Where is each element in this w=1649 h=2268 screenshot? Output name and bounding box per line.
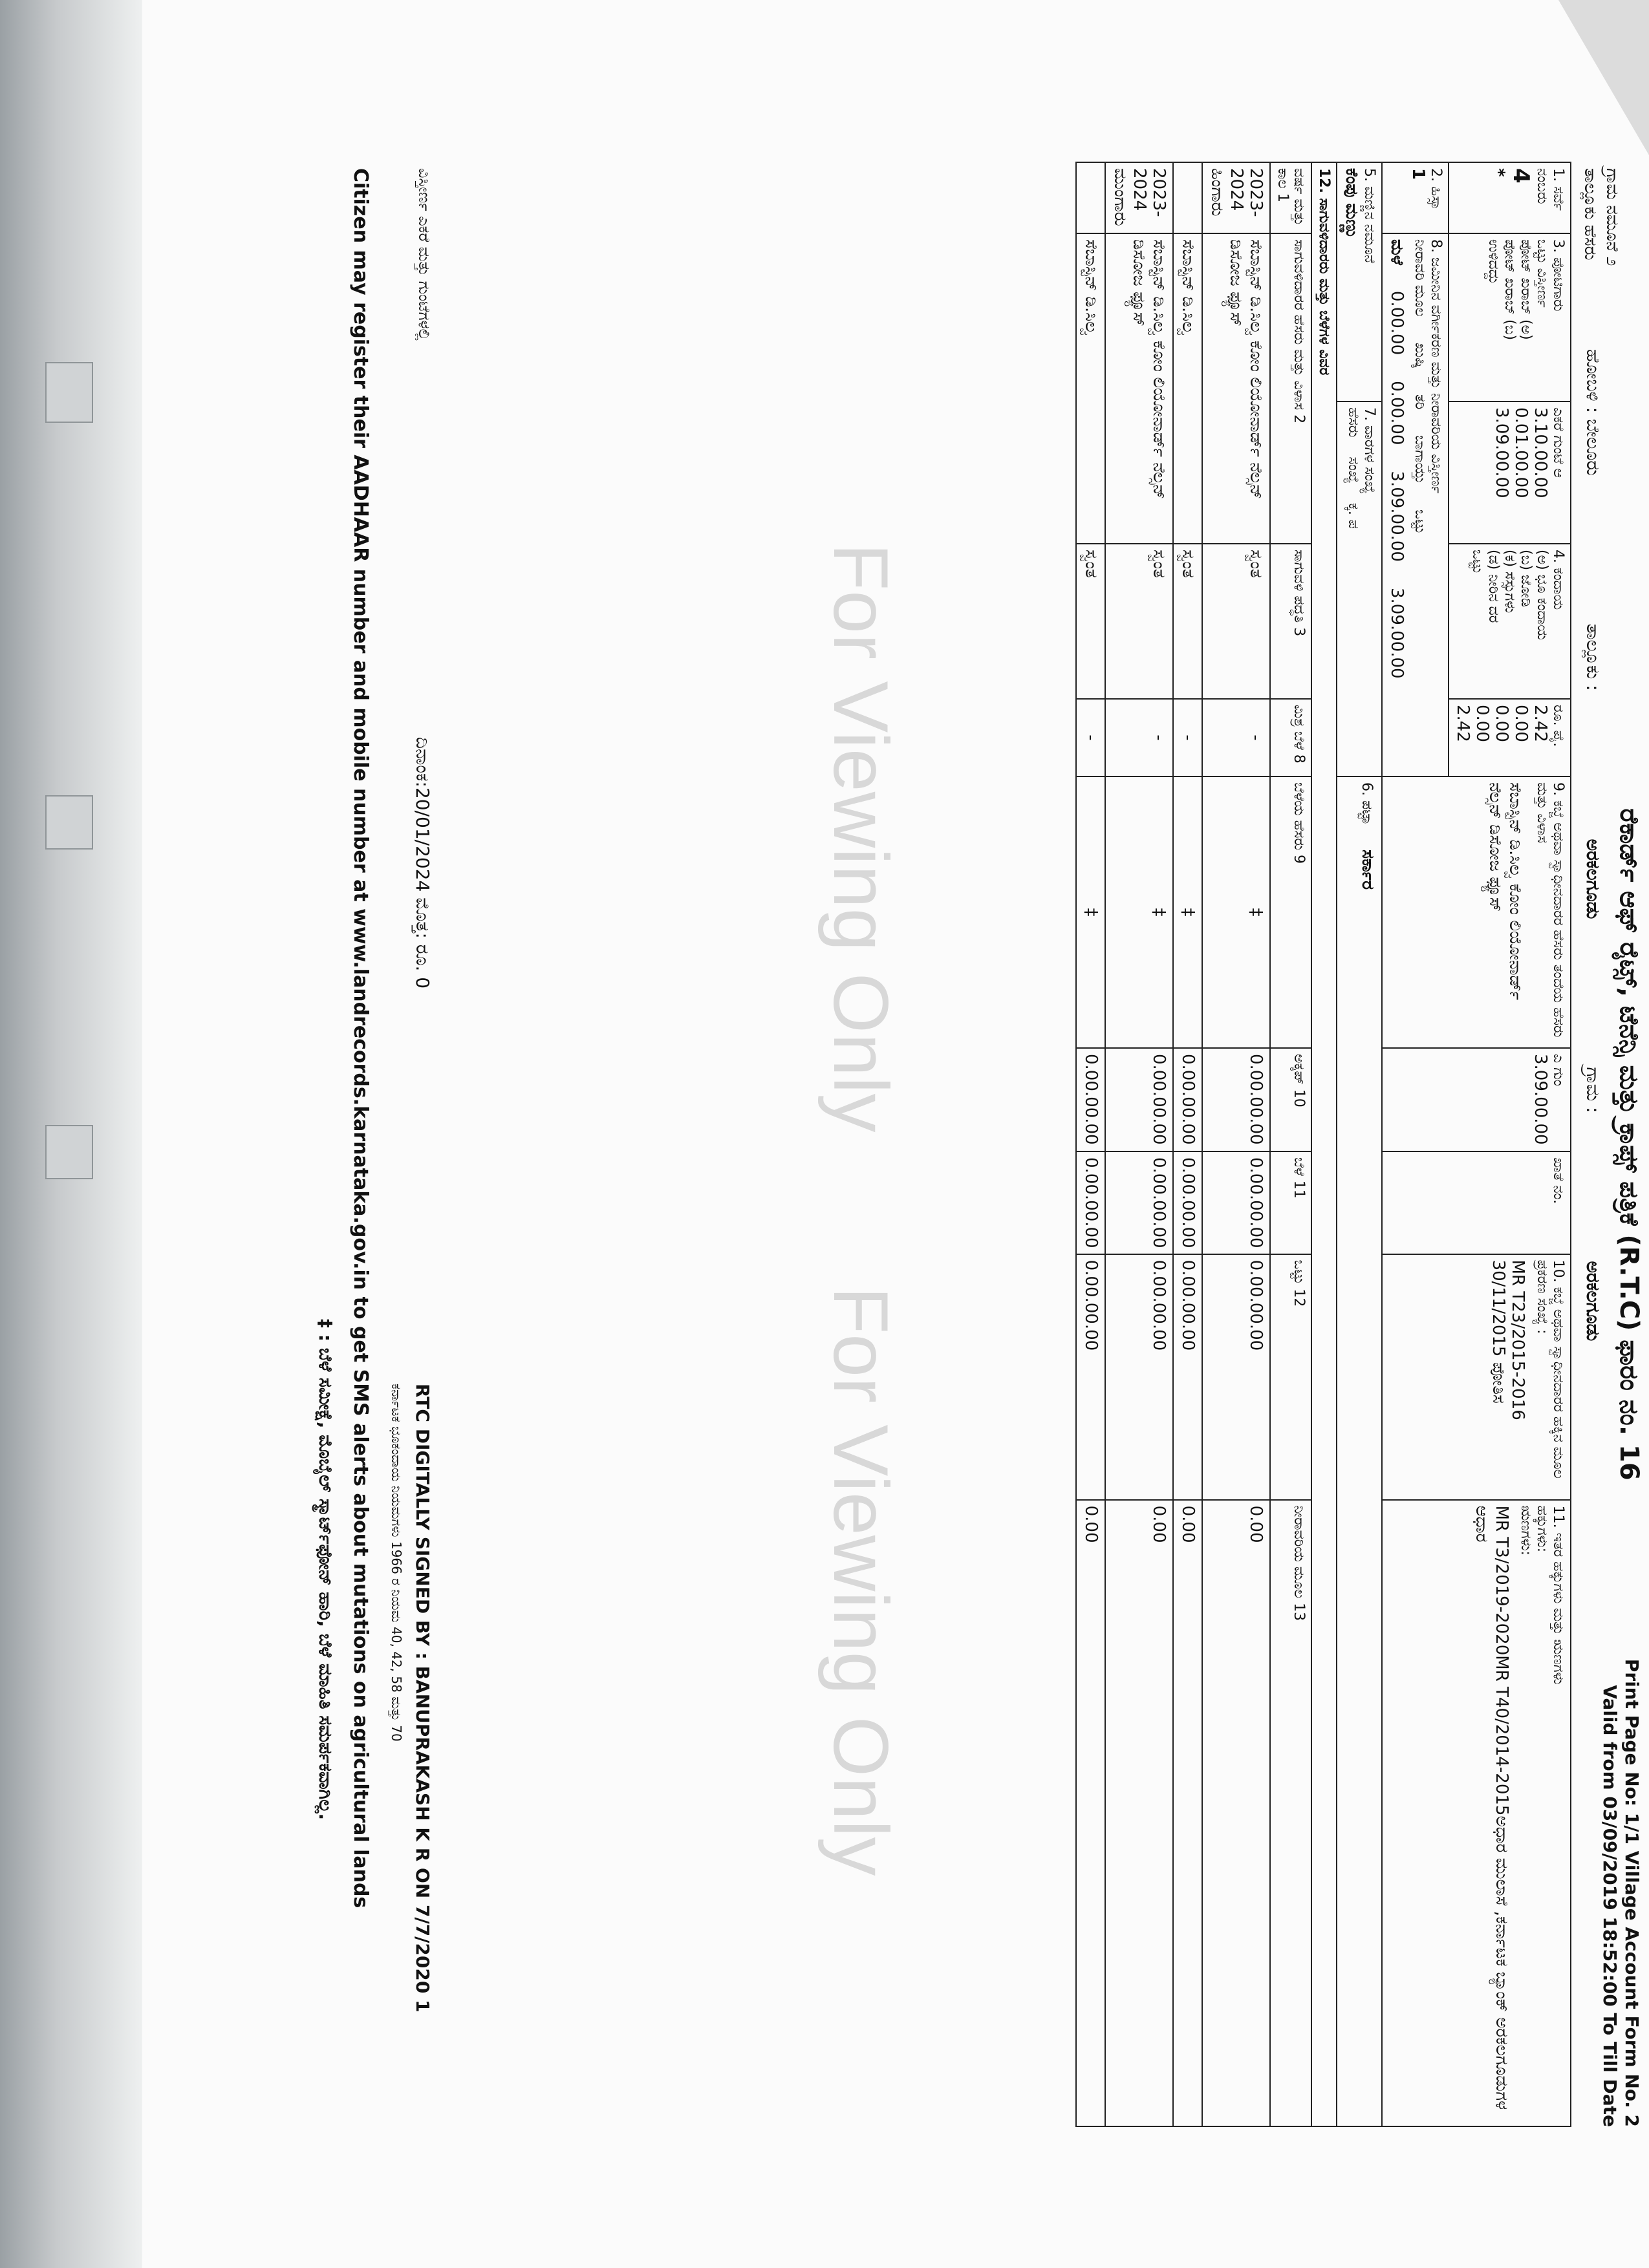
land-revenue: 2.42 [1531,705,1550,742]
khata-no: ಖಾತೆ ನಂ. [1382,1151,1571,1254]
crop-area: 0.00.00.00 [1173,1048,1202,1151]
crop-header: ಮಿಶ್ರ ಬೆಳೆ 8 [1270,699,1311,776]
kharab-a: 0.01.00.00 [1511,407,1531,498]
owner-area [1382,1048,1571,1151]
crop-header: ಬೆಳೆ 11 [1270,1151,1311,1254]
extent-remaining: 3.09.00.00 [1492,407,1511,498]
rtc-document [272,155,1649,2134]
crop-row [1105,162,1173,2126]
crop-header: ನೀರಾವರಿಯ ಮೂಲ 13 [1270,1500,1311,2126]
footer-note: ವಿಸ್ತೀರ್ಣ ಎಕರೆ ಮತ್ತು ಗುಂಟೆಗಳಲ್ಲಿ [415,168,433,341]
cultivation-method: ಸ್ವಂತ [1202,544,1270,699]
col10-label: 10. ಕಬ್ಜೆ ಅಥವಾ ಸ್ವಾಧೀನದಾರರ ಹಕ್ಕಿನ ಮೂಲ [1550,1259,1566,1479]
tax-values [1449,699,1571,776]
cultivator-name: ಸೆಬಾಸ್ಟಿನ್ ಡಿ.ಸಿಲ್ವ [1173,233,1202,544]
crop-area: 0.00.00.00 [1202,1254,1270,1500]
hissa-cell [1382,162,1449,233]
crop-mark: ‡ [1173,776,1202,1048]
tax-label: (ಅ) ಭೂ ಕಂದಾಯ [1534,550,1550,640]
col7-sub-label: ಕ್ಕ. ಪ [1345,502,1361,529]
crop-value: 0.00 [1076,1500,1105,2126]
liabilities-label: ಋಣಗಳು: [1518,1505,1534,1556]
crop-area: 0.00.00.00 [1173,1254,1202,1500]
crop-year [1076,162,1105,233]
owner-cell [1382,776,1571,1048]
tax-labels [1449,544,1571,699]
soil-cell [1337,162,1382,401]
village-value: ಅರಕಲಗೂಡು [1582,1261,1604,1342]
footer-date: ದಿನಾಂಕ:20/01/2024 ಮೊತ್ತ: ರೂ. 0 [412,737,433,989]
col3-units: ಎಕರೆ ಗುಂಟೆ ಆ [1550,407,1566,478]
tax-total-label: ಒಟ್ಟು [1469,550,1485,574]
dry-land: 0.00.00 [1387,290,1406,356]
crop-value: 0.00 [1202,1500,1270,2126]
col8-sub-label: ನೀರಾವರಿ ಮೂಲ [1412,239,1428,317]
extent-label: ಒಟ್ಟು ವಿಸ್ತೀರ್ಣ [1534,239,1550,308]
crop-year: 2023-2024 ಹಿಂಗಾರು [1202,162,1270,233]
crop-year [1173,162,1202,233]
col11-label: 11. ಇತರ ಹಕ್ಕುಗಳು ಮತ್ತು ಋಣಗಳು [1550,1505,1566,1685]
area-units: ಎ ಗುಂ [1550,1054,1566,1086]
crop-row [1173,162,1202,2126]
crop-header: ಸಾಗುವಳಿ ಪದ್ಧತಿ 3 [1270,544,1311,699]
form-label: ಗ್ರಾಮ ನಮೂನೆ ೨ [1602,168,1622,266]
col7-sub-label: ಸಂಖ್ಯೆ [1345,456,1361,484]
col9-label: 9. ಕಬ್ಜೆ ಅಥವಾ ಸ್ವಾಧೀನದಾರರ ಹೆಸರು ತಂದೆಯ ಹೆಸರು ಮತ್ತು ವಿಳಾಸ [1534,782,1566,1038]
taluk-heading: ತಾಲ್ಲೂಕು ಹೆಸರು [1580,168,1600,261]
tax-total: 2.42 [1453,705,1472,742]
right-source-value: MR T23/2015-2016 30/11/2015 ಪೋತಿಸ [1489,1259,1527,1420]
crop-mark: ‡ [1076,776,1105,1048]
crop-area: 0.00.00.00 [1105,1151,1173,1254]
other-rights [1382,1500,1571,2126]
wet-land: 0.00.00 [1387,381,1406,445]
mixed-crop: - [1076,699,1105,776]
crop-row [1202,162,1270,2126]
col8-sub-label: ಒಟ್ಟು [1412,509,1428,534]
col4-unit: ರೂ. ಪೈ. [1550,705,1566,747]
crops-section-label: 12. ಸಾಗುವಳಿದಾರರು ಮತ್ತು ಬೆಳೆಗಳ ವಿವರ [1311,162,1337,2126]
crop-area: 0.00.00.00 [1202,1048,1270,1151]
cultivation-method: ಸ್ವಂತ [1173,544,1202,699]
rights-label: ಹಕ್ಕುಗಳು: [1534,1505,1550,1553]
mixed-crop: - [1202,699,1270,776]
crop-value: 0.00 [1173,1500,1202,2126]
cess: 0.00 [1492,705,1511,742]
binder-tab [45,795,93,850]
mixed-crop: - [1105,699,1173,776]
extent-label: ಪೋಟ್ ಖರಾಬ್ (ಬ) [1502,239,1518,341]
crop-mark: ‡ [1202,776,1270,1048]
water-rate: 0.00 [1472,705,1492,742]
crop-area: 0.00.00.00 [1173,1151,1202,1254]
taluk-label: ತಾಲ್ಲೂಕು : [1582,623,1604,691]
watermark: For Viewing Only [817,543,904,1133]
village [1582,1067,1604,1341]
patta-cell [1337,776,1382,2126]
owner-name: ಸೆಬಾಸ್ಟಿನ್ ಡಿ.ಸಿಲ್ವ ಕೋಂ ಲಿಯೋನಾರ್ಡ್ ನೆಲ್ಸನ್ ಡಿಸೋಜ ಫ್ಯೂಸ್ [1485,782,1525,1001]
col8-sub [1412,239,1428,771]
crop-header: ಅಕ್ಕಪ್ 10 [1270,1048,1311,1151]
jodi: 0.00 [1511,705,1531,742]
tax-label: (ಬ) ಜೋಡಿ [1518,550,1534,607]
other-rights-value: MR T3/2019-2020MR T40/2014-2015ಅಧಾರ ಮುಲಾಸೆ ,ಕರ್ನಾಟಕ ಬ್ಯಾಂಕ್ ಅರಕಲಗೂಡುಗಳ ಆಧಾರ [1472,1505,1511,2110]
col7-label: 7. ವಾರಗಳ ಸಂಖ್ಯೆ [1361,407,1377,494]
irrigation-values [1386,239,1406,771]
extent-cell [1449,233,1571,401]
soil-type: ಕೆಂಪು ಮಣ್ಣು [1342,168,1361,239]
crop-header: ವರ್ಷ ಮತ್ತು ಕಾಲ 1 [1270,162,1311,233]
irrigation-total: 3.09.00.00 [1387,587,1406,679]
cultivation-method: ಸ್ವಂತ [1105,544,1173,699]
crop-year: 2023-2024 ಮುಂಗಾರು [1105,162,1173,233]
extent-label: ಉಳಿದದ್ದು [1485,239,1502,284]
watermark: For Viewing Only [817,1287,904,1876]
binder-tab [45,362,93,423]
crop-area: 0.00.00.00 [1076,1048,1105,1151]
crop-value: 0.00 [1105,1500,1173,2126]
taluk [1582,624,1604,919]
col8-sub-label: ಬಾಗಾಯ್ತು [1412,435,1428,484]
citizen-notice: Citizen may register their AADHAAR number and mobile number at www.landrecords.karnataka.gov.in to get SMS alerts about mutations on agricultural lands [349,168,372,1909]
valid-from: Valid from 03/09/2019 18:52:00 To Till Date [1599,1685,1621,2127]
col8-sub-label: ಖುಷ್ಕಿ [1412,342,1428,369]
crop-area: 0.00.00.00 [1105,1254,1173,1500]
binder-tab [45,1125,93,1179]
survey-number: 4 [1508,168,1534,184]
col8-label: 8. ಜಮೀನಿನ ವರ್ಗೀಕರಣ ಮತ್ತು ನೀರಾವರಿಯ ವಿಸ್ತೀರ್ಣ [1428,239,1444,494]
col1-label: 1. ಸರ್ವೆ ನಂಬರು [1534,168,1566,211]
extent-total: 3.10.00.00 [1531,407,1550,498]
tax-label: (ಡ) ನೀರಿನ ದರ [1485,550,1502,623]
col7-sub [1345,407,1361,771]
rule-reference: ಕರ್ನಾಟಕ ಭೂಕಂದಾಯ ನಿಯಮಗಳು 1966 ರ ನಿಯಮ 40, 42, 58 ಮತ್ತು 70 [389,1384,404,1742]
cultivator-name: ಸೆಬಾಸ್ಟಿನ್ ಡಿ.ಸಿಲ್ವ [1076,233,1105,544]
tax-label: (ಕ) ಸೆಸ್ಸುಗಳು [1502,550,1518,614]
crop-header: ಒಟ್ಟು 12 [1270,1254,1311,1500]
folded-corner [1558,0,1649,155]
crop-area: 0.00.00.00 [1105,1048,1173,1151]
owner-area-value: 3.09.00.00 [1531,1054,1550,1145]
crop-area: 0.00.00.00 [1076,1151,1105,1254]
crop-row [1076,162,1105,2126]
col6-label: 6. ಪಟ್ಟಾ [1359,782,1375,825]
village-label: ಗ್ರಾಮ : [1582,1067,1604,1113]
crop-header-row [1270,162,1311,2126]
col4-label: 4. ಕಂದಾಯ [1550,550,1566,610]
garden-land: 3.09.00.00 [1387,471,1406,562]
col8-sub-label: ತರಿ [1412,394,1428,410]
survey-no-cell [1449,162,1571,233]
cultivator-name: ಸೆಬಾಸ್ಟಿನ್ ಡಿ.ಸಿಲ್ವ ಕೋಂ ಲಿಯೋನಾರ್ಡ್ ನೆಲ್ಸನ್ ಡಿಸೋಜ ಫ್ಯೂಸ್ [1202,233,1270,544]
col5-label: 5. ಮಣ್ಣಿನ ನಮೂನೆ [1361,168,1377,264]
crop-header: ಸಾಗುವಳಿದಾರರ ಹೆಸರು ಮತ್ತು ವಿಳಾಸ 2 [1270,233,1311,544]
rtc-table [1075,162,1571,2127]
taluk-value: ಅರಕಲಗೂಡು [1582,839,1604,919]
document-title: ರೆಕಾರ್ಡ್ ಆಫ್ ರೈಟ್ಸ್, ಟೆನೆನ್ಸಿ ಮತ್ತು ಕ್ರಾಪ್ಸ್ ಪತ್ರಿಕೆ (R.T.C) ಫಾರಂ ನಂ. 16 [1614,808,1644,1481]
digital-signature: RTC DIGITALLY SIGNED BY : BANUPRAKASH K R ON 7/7/2020 1 [412,1384,433,2013]
crop-survey-note: ‡ : ಬೆಳೆ ಸಮೀಕ್ಷೆ, ಮೊಬೈಲ್ ಸ್ಮಾರ್ಟ್‌ಫೋನ್ ಹಾರಿ, ಬೆಳೆ ಮಾಹಿತಿ ಸಮರ್ಪಕವಾಗಿಲ್ಲ. [315,1319,336,1821]
crop-header: ಬೆಳೆಯ ಹೆಸರು 9 [1270,776,1311,1048]
hobli: ಹೋಬಳಿ : ಬೇಲೂರು [1582,349,1604,476]
col7-sub-label: ಹೆಸರು [1345,407,1361,438]
print-info [1599,1659,1643,2127]
extent-label: ಪೋಟ್ ಖರಾಬ್ (ಅ) [1518,239,1534,340]
patta-value: ಸರ್ಕಾರ [1358,850,1377,890]
mutation-label: ಪ್ರಕರಣ ಸಂಖ್ಯೆ : [1534,1259,1550,1334]
survey-mark: * [1489,168,1508,177]
irrigation-cell [1382,233,1449,776]
crop-area: 0.00.00.00 [1202,1151,1270,1254]
irrigation-source: ಮಳೆ [1387,239,1406,265]
right-source [1382,1254,1571,1500]
hissa-number: 1 [1408,168,1428,180]
document-page [142,0,1649,2268]
mixed-crop: - [1173,699,1202,776]
location-row [1582,349,1604,1483]
print-page-no: Print Page No: 1/1 Village Account Form No. 2 [1621,1658,1643,2127]
crop-area: 0.00.00.00 [1076,1254,1105,1500]
wara-cell [1337,401,1382,776]
col3-label: 3. ಪೋಟಿಗಾರು [1550,239,1566,312]
cultivation-method: ಸ್ವಂತ [1076,544,1105,699]
cultivator-name: ಸೆಬಾಸ್ಟಿನ್ ಡಿ.ಸಿಲ್ವ ಕೋಂ ಲಿಯೋನಾರ್ಡ್ ನೆಲ್ಸನ್ ಡಿಸೋಜ ಫ್ಯೂಸ್ [1105,233,1173,544]
extent-values [1449,401,1571,544]
crop-mark: ‡ [1105,776,1173,1048]
col2-label: 2. ಹಿಸ್ಸಾ [1428,168,1444,210]
